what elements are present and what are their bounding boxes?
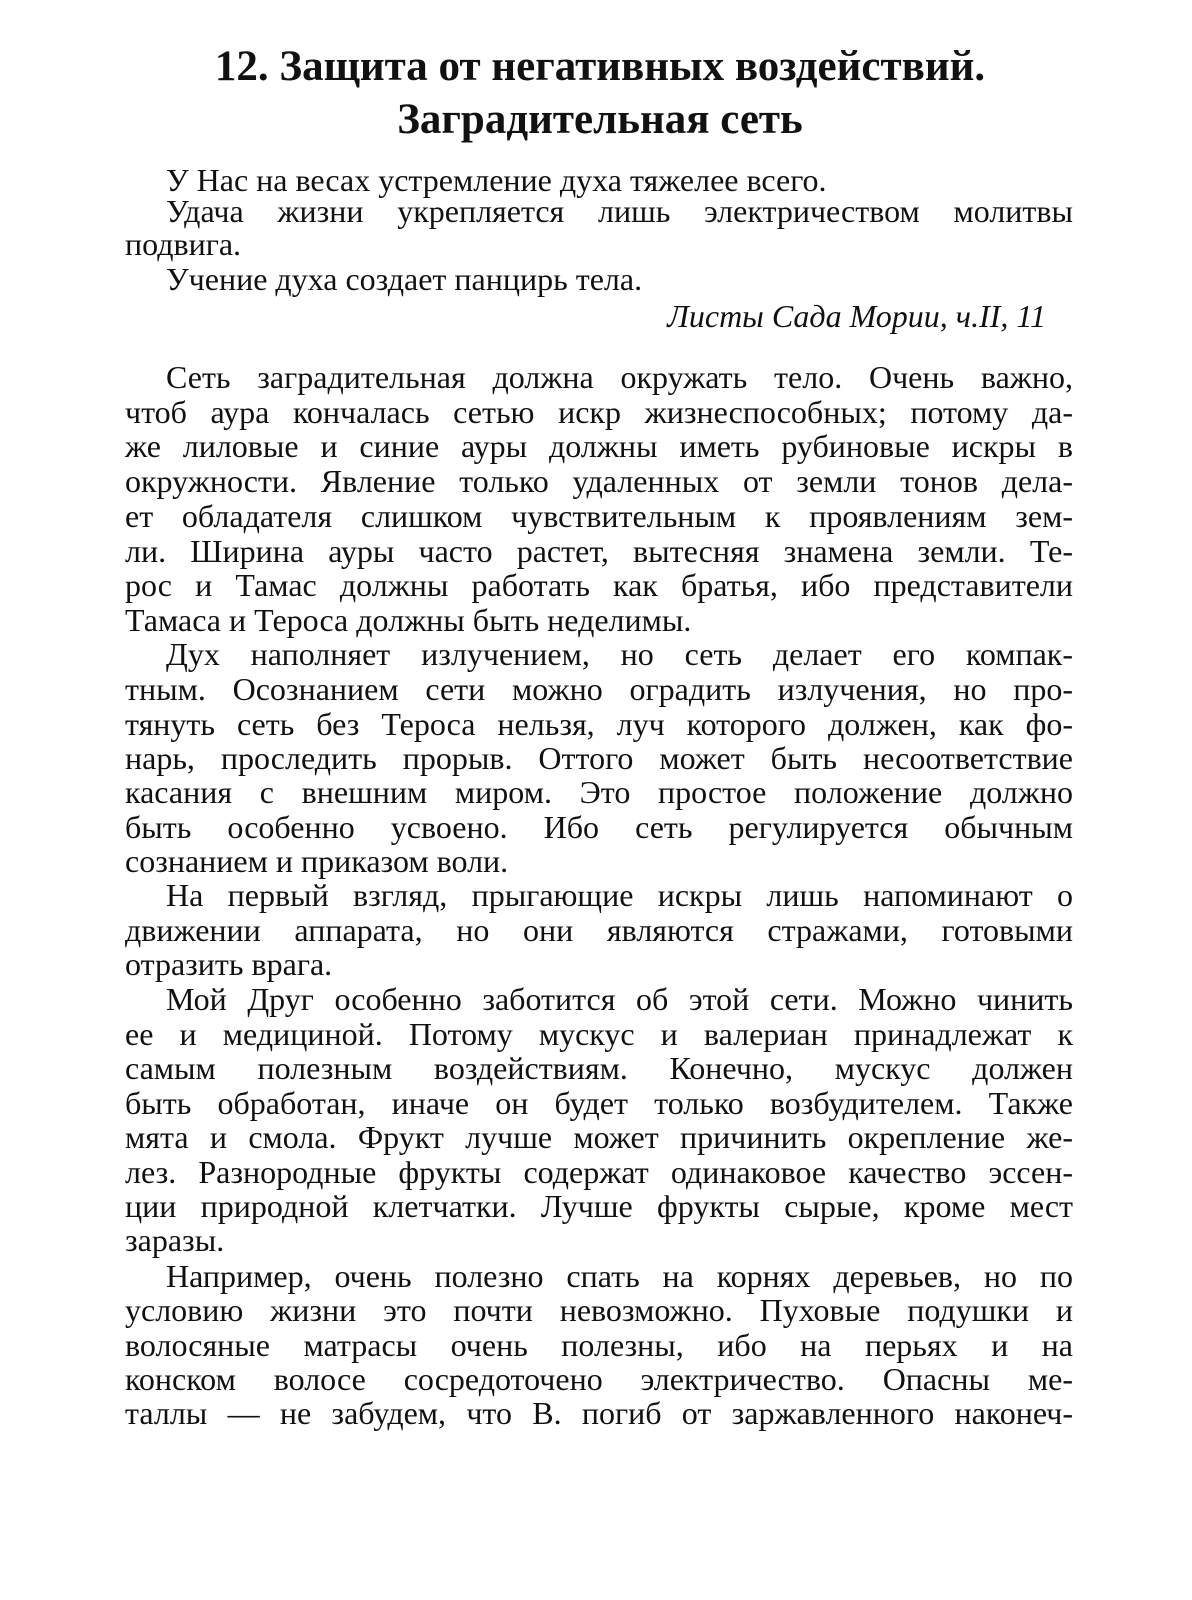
epigraph-attribution: Листы Сада Мории, ч.II, 11 <box>667 298 1046 334</box>
body-line: чтоб аура кончалась сетью искр жизнеспособных; потому да- <box>125 394 1073 430</box>
body-line: отразить врага. <box>125 946 333 982</box>
body-line: На первый взгляд, прыгающие искры лишь напоминают о <box>166 877 1073 913</box>
epigraph-line-3: подвига. <box>125 226 242 262</box>
epigraph-line-1: У Нас на весах устремление духа тяжелее всего. <box>166 162 827 198</box>
body-line: Тамаса и Тероса должны быть неделимы. <box>125 602 692 638</box>
chapter-title-line-1: 12. Защита от негативных воздействий. <box>214 43 986 90</box>
body-line: таллы — не забудем, что В. погиб от заржавленного наконеч- <box>125 1395 1073 1431</box>
body-line: Мой Друг особенно заботится об этой сети. Можно чинить <box>166 981 1073 1017</box>
body-line: ет обладателя слишком чувствительным к проявлениям зем- <box>125 498 1073 534</box>
body-line: быть обработан, иначе он будет только возбудителем. Также <box>125 1085 1073 1121</box>
body-line: Сеть заградительная должна окружать тело. Очень важно, <box>166 359 1073 395</box>
body-line: условию жизни это почти невозможно. Пуховые подушки и <box>125 1292 1073 1328</box>
body-line: сознанием и приказом воли. <box>125 843 509 879</box>
body-line: движении аппарата, но они являются стражами, готовыми <box>125 912 1073 948</box>
body-line: Дух наполняет излучением, но сеть делает его компак- <box>166 636 1073 672</box>
body-line: быть особенно усвоено. Ибо сеть регулируется обычным <box>125 809 1073 845</box>
body-line: конском волосе сосредоточено электричество. Опасны ме- <box>125 1361 1073 1397</box>
body-line: рос и Тамас должны работать как братья, ибо представители <box>125 567 1073 603</box>
body-line: ли. Ширина ауры часто растет, вытесняя знамена земли. Те- <box>125 533 1073 569</box>
epigraph-line-4: Учение духа создает панцирь тела. <box>166 261 643 297</box>
body-line: мята и смола. Фрукт лучше может причинить окрепление же- <box>125 1119 1073 1155</box>
epigraph-line-2: Удача жизни укрепляется лишь электричеством молитвы <box>166 193 1073 229</box>
body-line: лез. Разнородные фрукты содержат одинаковое качество эссен- <box>125 1154 1073 1190</box>
body-line: заразы. <box>125 1222 225 1258</box>
body-line: тянуть сеть без Тероса нельзя, луч которого должен, как фо- <box>125 706 1073 742</box>
body-line: волосяные матрасы очень полезны, ибо на перьях и на <box>125 1327 1073 1363</box>
body-line: самым полезным воздействиям. Конечно, мускус должен <box>125 1050 1073 1086</box>
body-line: тным. Осознанием сети можно оградить излучения, но про- <box>125 671 1073 707</box>
body-line: ее и медициной. Потому мускус и валериан принадлежат к <box>125 1016 1073 1052</box>
body-line: касания с внешним миром. Это простое положение должно <box>125 774 1073 810</box>
chapter-title-line-2: Заградительная сеть <box>397 96 803 143</box>
body-line: же лиловые и синие ауры должны иметь рубиновые искры в <box>125 428 1073 464</box>
body-line: ции природной клетчатки. Лучше фрукты сырые, кроме мест <box>125 1188 1073 1224</box>
body-line: Например, очень полезно спать на корнях деревьев, но по <box>166 1258 1073 1294</box>
body-line: нарь, проследить прорыв. Оттого может быть несоответствие <box>125 740 1073 776</box>
body-line: окружности. Явление только удаленных от земли тонов дела- <box>125 463 1073 499</box>
